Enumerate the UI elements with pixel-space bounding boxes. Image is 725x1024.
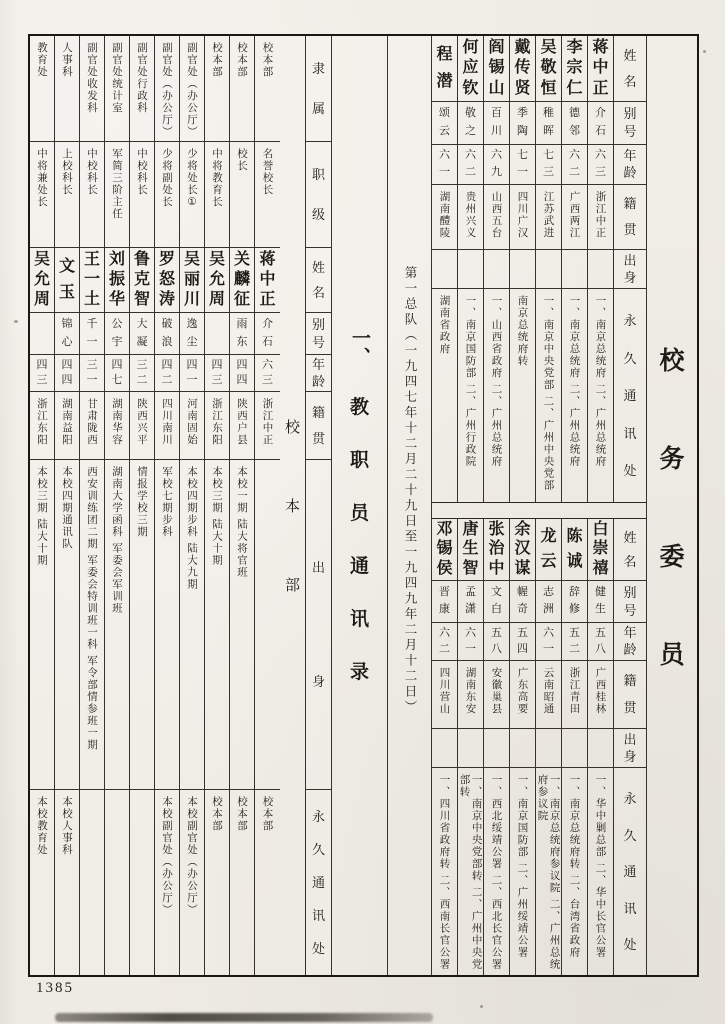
- cell-native-place: 陕西兴平: [130, 392, 154, 460]
- cell-background: [458, 729, 483, 769]
- cell-affiliation: 副官处行政科: [130, 36, 154, 142]
- cell-background: [458, 250, 483, 290]
- cell-name: 鲁 克 智: [130, 248, 154, 313]
- cell-age: 六 一: [536, 623, 561, 661]
- cell-native-place: 安徽巢县: [484, 661, 509, 729]
- cell-native-place: 四川营山: [432, 661, 457, 729]
- cell-background: 本校三期 陆大十期: [30, 460, 54, 790]
- cell-native-place: 贵州兴义: [458, 185, 483, 250]
- cell-name: 张 治 中: [484, 519, 509, 581]
- cell-rank: 校长: [230, 142, 254, 248]
- cell-rank: 少将处长①: [180, 142, 204, 248]
- cell-name: 白 崇 禧: [588, 519, 613, 581]
- cell-background: [588, 729, 613, 769]
- cell-native-place: 广西桂林: [588, 661, 613, 729]
- cell-age: 五 二: [562, 623, 587, 661]
- cell-alias: 千 一: [80, 313, 104, 355]
- cell-address: 一、西北绥靖公署 二、西北长官公署: [490, 774, 503, 971]
- cell-rank: 少将副处长: [155, 142, 179, 248]
- cell-native-place: 籍 贯: [306, 392, 331, 460]
- cell-name: 龙 云: [536, 519, 561, 581]
- cell-name: 王 一 土: [80, 248, 104, 313]
- cell-alias: 别 号: [614, 581, 646, 623]
- person-column: [458, 36, 484, 502]
- cell-native-place: 湖南华容: [105, 392, 129, 460]
- cell-native-place: 湖南东安: [458, 661, 483, 729]
- cell-background: [255, 460, 280, 790]
- cell-address: 一、南京国防部 二、广州行政院: [464, 295, 477, 468]
- staff-field-labels-column: [306, 36, 332, 975]
- person-column: [155, 36, 180, 975]
- cell-native-place: 云南昭通: [536, 661, 561, 729]
- cell-affiliation: 校本部: [230, 36, 254, 142]
- person-column: [510, 36, 536, 502]
- cell-address: 南京总统府转: [516, 295, 529, 368]
- scan-smudge: [55, 1013, 433, 1022]
- title-char: 员: [659, 640, 685, 669]
- title-char: 务: [659, 444, 685, 473]
- cell-native-place: 广东高要: [510, 661, 535, 729]
- cell-age: 六 二: [432, 623, 457, 661]
- cell-background: 出 身: [614, 729, 646, 769]
- committee-section: [432, 36, 647, 975]
- cell-background: [510, 729, 535, 769]
- person-column: [55, 36, 80, 975]
- cell-address: 一、南京中央党部 二、广州中央党部: [542, 295, 555, 492]
- scan-speck: [480, 1005, 483, 1008]
- cell-name: 吴 允 周: [30, 248, 54, 313]
- title-char: 录: [349, 661, 369, 683]
- cell-background: 军校七期步科: [155, 460, 179, 790]
- cell-name: 吴 丽 川: [180, 248, 204, 313]
- cell-background: 西安训练团二期 军委会特训班一科 军令部情参班一期: [80, 460, 104, 790]
- person-column: [432, 36, 458, 502]
- person-column: [105, 36, 130, 975]
- cell-alias: [30, 313, 54, 355]
- cell-age: 六 一: [432, 145, 457, 185]
- cell-address: 一、山西省政府 二、广州总统府: [490, 295, 503, 468]
- person-column: [484, 519, 510, 975]
- person-column: [588, 519, 614, 975]
- cell-address: 本校教育处: [36, 796, 49, 856]
- person-column: [80, 36, 105, 975]
- cell-address: 一、南京中央党部转 二、广州中央党部转: [458, 774, 483, 971]
- title-char: 校: [659, 346, 685, 375]
- cell-age: 四 一: [180, 355, 204, 392]
- cell-alias: 百 川: [484, 102, 509, 145]
- cell-native-place: 陕西户县: [230, 392, 254, 460]
- cell-age: 六 二: [458, 145, 483, 185]
- cell-name: 姓 名: [306, 248, 331, 313]
- title-char: 教: [349, 396, 369, 418]
- title-char: 部: [284, 577, 300, 594]
- cell-name: 余 汉 谋: [510, 519, 535, 581]
- cell-address: 本校人事科: [61, 796, 74, 856]
- cell-background: [588, 250, 613, 290]
- table-gap: [432, 503, 646, 518]
- cell-age: 六 一: [458, 623, 483, 661]
- cell-address: 永 久 通 讯 处: [311, 809, 325, 956]
- cell-alias: 锦 心: [55, 313, 79, 355]
- cell-native-place: 籍 贯: [614, 661, 646, 729]
- cell-background: [536, 729, 561, 769]
- cell-age: 四 七: [105, 355, 129, 392]
- cell-alias: 破 浪: [155, 313, 179, 355]
- cell-rank: 中校科长: [80, 142, 104, 248]
- cell-address: 一、南京国防部 二、广州绥靖公署: [516, 774, 529, 959]
- cell-address: 校本部: [236, 796, 249, 832]
- cell-rank: 中将教育长: [205, 142, 229, 248]
- cell-background: 湖南大学函科 军委会军训班: [105, 460, 129, 790]
- cell-background: [432, 729, 457, 769]
- cell-name: 吴 允 周: [205, 248, 229, 313]
- cell-address: 一、华中剿总部 二、华中长官公署: [594, 774, 607, 959]
- section-title-column: [647, 36, 697, 975]
- cell-background: 本校三期 陆大十期: [205, 460, 229, 790]
- title-char: 讯: [349, 608, 369, 630]
- staff-group-column: [280, 36, 306, 975]
- cell-name: 姓 名: [614, 519, 646, 581]
- cell-background: [562, 250, 587, 290]
- cell-address: 一、南京总统府 二、广州总统府: [594, 295, 607, 468]
- cell-native-place: 江苏武进: [536, 185, 561, 250]
- cell-background: 出 身: [614, 250, 646, 290]
- title-char: 本: [284, 498, 300, 515]
- title-char: 职: [349, 449, 369, 471]
- person-column: [230, 36, 255, 975]
- person-column: [180, 36, 205, 975]
- cell-alias: 颂 云: [432, 102, 457, 145]
- cell-native-place: 河南固始: [180, 392, 204, 460]
- cell-alias: 稚 晖: [536, 102, 561, 145]
- cell-age: 五 八: [588, 623, 613, 661]
- cell-alias: 文 白: [484, 581, 509, 623]
- cell-age: 四 二: [155, 355, 179, 392]
- cell-alias: 敬 之: [458, 102, 483, 145]
- staff-table-columns: [30, 36, 280, 975]
- person-column: [130, 36, 155, 975]
- cell-alias: 季 陶: [510, 102, 535, 145]
- scan-speck: [703, 50, 706, 53]
- cell-alias: 公 宇: [105, 313, 129, 355]
- cell-age: 年 龄: [614, 623, 646, 661]
- cell-age: 五 四: [510, 623, 535, 661]
- title-char: 校: [284, 419, 300, 436]
- cell-native-place: 山西五台: [484, 185, 509, 250]
- cell-age: 六 二: [562, 145, 587, 185]
- scan-speck: [14, 320, 18, 323]
- cell-alias: 德 邻: [562, 102, 587, 145]
- cell-address: 一、南京总统府转 二、台湾省政府: [568, 774, 581, 959]
- cell-address: 本校副官处（办公厅）: [186, 796, 199, 916]
- cell-address: 一、南京总统府 二、广州总统府: [568, 295, 581, 468]
- title-char: 一、: [349, 327, 370, 366]
- cell-age: 七 三: [536, 145, 561, 185]
- cell-native-place: 湖南醴陵: [432, 185, 457, 250]
- cell-name: 阎 锡 山: [484, 36, 509, 102]
- cell-alias: 逸 尘: [180, 313, 204, 355]
- cell-background: 本校一期 陆大将官班: [230, 460, 254, 790]
- section-title: [647, 36, 697, 975]
- cell-address: 本校副官处（办公厅）: [161, 796, 174, 916]
- directory-table-frame: [28, 34, 699, 977]
- person-column: [484, 36, 510, 502]
- cell-background: [536, 250, 561, 290]
- cell-alias: 幄 奇: [510, 581, 535, 623]
- cell-age: 三 二: [130, 355, 154, 392]
- cell-rank: 职 级: [306, 142, 331, 248]
- cell-affiliation: 教育处: [30, 36, 54, 142]
- cell-alias: 健 生: [588, 581, 613, 623]
- cell-native-place: 浙江中正: [588, 185, 613, 250]
- subtitle-text: 第一总队（一九四七年十二月二十九日至一九四九年二月十二日）: [403, 266, 417, 716]
- cell-background: [484, 729, 509, 769]
- person-column: [562, 36, 588, 502]
- cell-alias: 别 号: [306, 313, 331, 355]
- cell-native-place: 籍 贯: [614, 185, 646, 250]
- cell-name: 蒋 中 正: [255, 248, 280, 313]
- person-column: [205, 36, 230, 975]
- person-column: [458, 519, 484, 975]
- cell-native-place: 浙江青田: [562, 661, 587, 729]
- cell-background: 本校四期通讯队: [55, 460, 79, 790]
- title-char: 员: [349, 502, 369, 524]
- cell-name: 程 潜: [432, 36, 457, 102]
- cell-alias: 孟 潇: [458, 581, 483, 623]
- directory-title: [332, 36, 387, 975]
- person-column: [536, 36, 562, 502]
- cell-address: [80, 790, 104, 975]
- cell-rank: 上校科长: [55, 142, 79, 248]
- cell-affiliation: 隶 属: [306, 36, 331, 142]
- person-column: [562, 519, 588, 975]
- title-char: 通: [349, 555, 369, 577]
- cell-affiliation: 人事科: [55, 36, 79, 142]
- cell-background: [562, 729, 587, 769]
- cell-age: 六 九: [484, 145, 509, 185]
- cell-affiliation: 副官处（办公厅）: [155, 36, 179, 142]
- cell-affiliation: 校本部: [255, 36, 280, 142]
- cell-address: [105, 790, 129, 975]
- page-number: 1385: [36, 980, 74, 996]
- cell-name: 李 宗 仁: [562, 36, 587, 102]
- person-column: [255, 36, 280, 975]
- person-column: [30, 36, 55, 975]
- cell-address: 永 久 通 讯 处: [623, 313, 637, 479]
- cell-rank: 军简三阶主任: [105, 142, 129, 248]
- cell-native-place: 四川广汉: [510, 185, 535, 250]
- committee-field-labels-column: [614, 519, 646, 975]
- cell-rank: 中将兼处长: [30, 142, 54, 248]
- cell-background: [510, 250, 535, 290]
- cell-age: 四 三: [205, 355, 229, 392]
- committee-table-1: [432, 36, 646, 503]
- committee-table-2: [432, 518, 646, 975]
- cell-affiliation: 副官处（办公厅）: [180, 36, 204, 142]
- cell-native-place: 甘肃陇西: [80, 392, 104, 460]
- cell-native-place: 浙江东阳: [205, 392, 229, 460]
- cell-address: 永 久 通 讯 处: [623, 791, 637, 953]
- cell-age: 三 一: [80, 355, 104, 392]
- cell-age: 四 四: [55, 355, 79, 392]
- cell-alias: 介 石: [255, 313, 280, 355]
- cell-name: 关 麟 征: [230, 248, 254, 313]
- cell-affiliation: 副官处收发科: [80, 36, 104, 142]
- cell-alias: 晋 康: [432, 581, 457, 623]
- cell-alias: [205, 313, 229, 355]
- cell-address: 一、四川省政府转 二、西南长官公署: [438, 774, 451, 971]
- cell-alias: 介 石: [588, 102, 613, 145]
- cell-name: 邓 锡 侯: [432, 519, 457, 581]
- cell-native-place: 四川南川: [155, 392, 179, 460]
- cell-native-place: 湖南益阳: [55, 392, 79, 460]
- cell-background: 本校四期步科 陆大九期: [180, 460, 204, 790]
- cell-address: 校本部: [261, 796, 274, 832]
- cell-age: 年 龄: [306, 355, 331, 392]
- directory-title-column: [332, 36, 388, 975]
- cell-alias: 辞 修: [562, 581, 587, 623]
- cell-background: 情报学校三期: [130, 460, 154, 790]
- cell-name: 蒋 中 正: [588, 36, 613, 102]
- cell-age: 七 一: [510, 145, 535, 185]
- cell-address: 校本部: [211, 796, 224, 832]
- cell-background: [432, 250, 457, 290]
- cell-rank: 名誉校长: [255, 142, 280, 248]
- cell-alias: 别 号: [614, 102, 646, 145]
- cell-alias: 雨 东: [230, 313, 254, 355]
- cell-age: 四 三: [30, 355, 54, 392]
- cell-alias: 大 凝: [130, 313, 154, 355]
- cell-affiliation: 校本部: [205, 36, 229, 142]
- cell-name: 罗 怒 涛: [155, 248, 179, 313]
- cell-address: [130, 790, 154, 975]
- committee-field-labels-column: [614, 36, 646, 502]
- cell-affiliation: 副官处统计室: [105, 36, 129, 142]
- person-column: [432, 519, 458, 975]
- cell-background: 出 身: [306, 460, 331, 790]
- cell-age: 五 八: [484, 623, 509, 661]
- cell-native-place: 浙江东阳: [30, 392, 54, 460]
- cell-alias: 志 洲: [536, 581, 561, 623]
- cell-name: 文 玉: [55, 248, 79, 313]
- cell-name: 姓 名: [614, 36, 646, 102]
- cell-age: 六 三: [588, 145, 613, 185]
- person-column: [588, 36, 614, 502]
- cell-name: 何 应 钦: [458, 36, 483, 102]
- cell-address: 湖南省政府: [438, 295, 451, 356]
- cell-rank: 中校科长: [130, 142, 154, 248]
- cell-name: 唐 生 智: [458, 519, 483, 581]
- cell-name: 吴 敬 恒: [536, 36, 561, 102]
- cell-age: 年 龄: [614, 145, 646, 185]
- person-column: [536, 519, 562, 975]
- title-char: 委: [659, 542, 685, 571]
- cell-native-place: 广西两江: [562, 185, 587, 250]
- cell-name: 戴 传 贤: [510, 36, 535, 102]
- cell-age: 四 四: [230, 355, 254, 392]
- cell-name: 陈 诚: [562, 519, 587, 581]
- cell-native-place: 浙江中正: [255, 392, 280, 460]
- subtitle-column: [388, 36, 432, 975]
- cell-name: 刘 振 华: [105, 248, 129, 313]
- cell-address: 一、南京总统府参议院 二、广州总统府参议院: [536, 774, 561, 971]
- staff-group-label: [280, 36, 305, 975]
- cell-age: 六 三: [255, 355, 280, 392]
- person-column: [510, 519, 536, 975]
- cell-background: [484, 250, 509, 290]
